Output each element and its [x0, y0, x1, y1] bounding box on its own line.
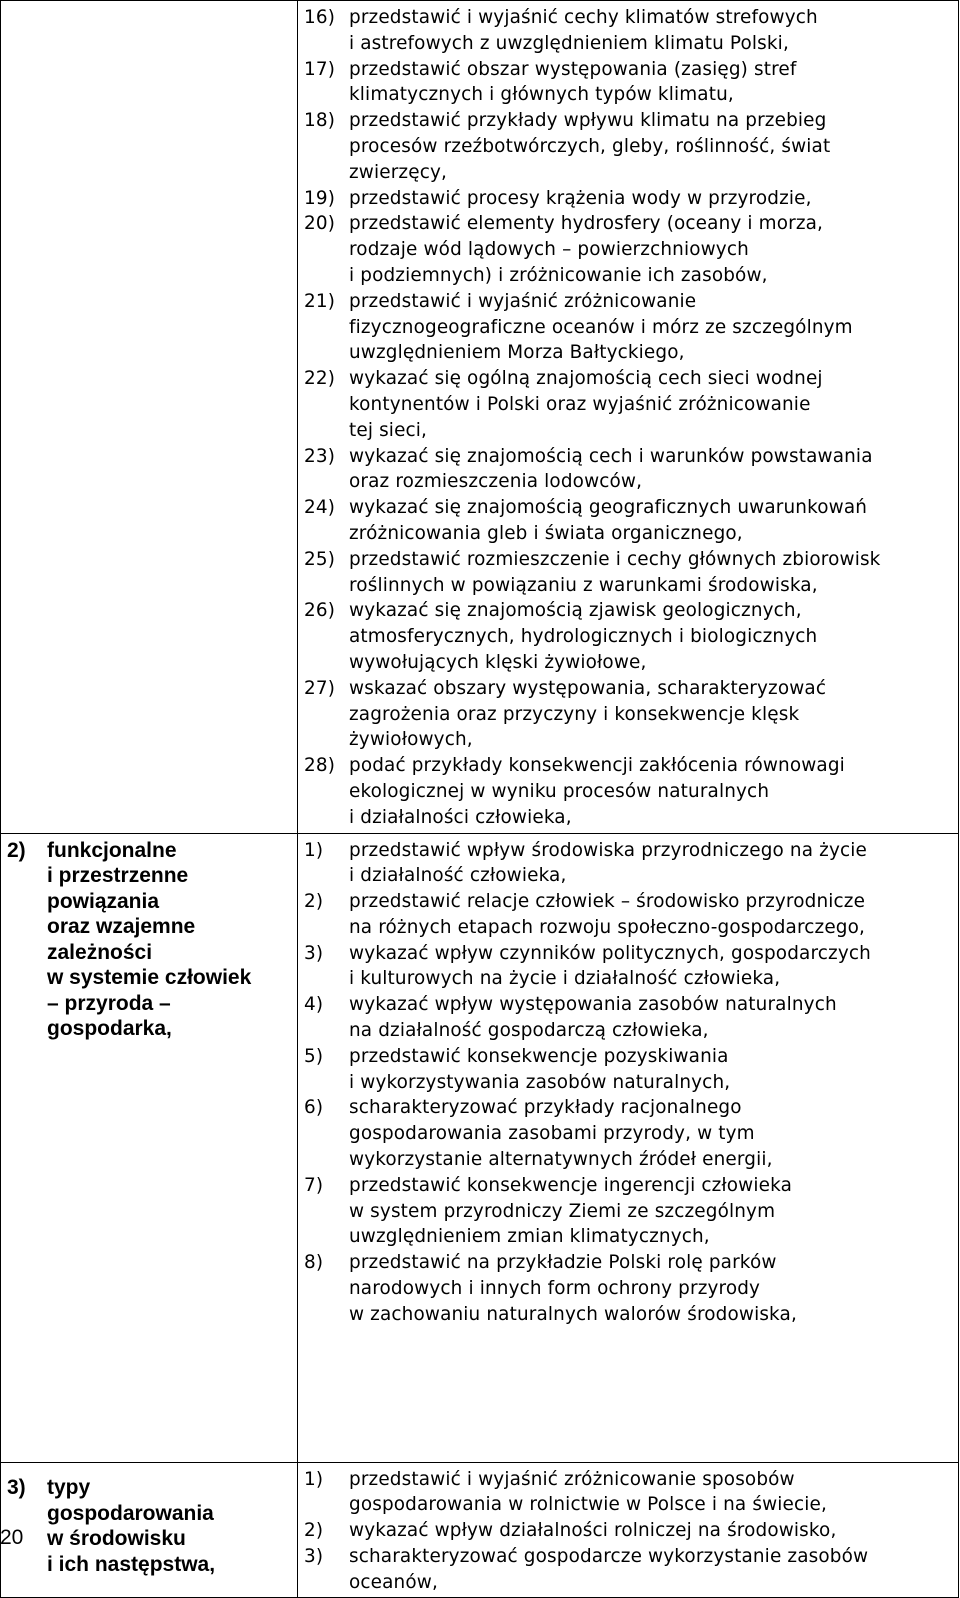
- list-item: [304, 444, 954, 496]
- list-item: [304, 598, 954, 675]
- item-text-line: żywiołowych,: [349, 729, 473, 751]
- item-number: 2): [304, 1520, 324, 1542]
- item-text: [349, 1544, 954, 1596]
- list-item: [304, 1544, 954, 1596]
- item-text-line: i podziemnych) i zróżnicowanie ich zasobów,: [349, 264, 768, 286]
- item-text-line: wykazać się znajomością zjawisk geologicznych,: [349, 600, 802, 622]
- item-text-line: przedstawić obszar występowania (zasięg) stref: [349, 58, 797, 80]
- item-text-line: gospodarowania zasobami przyrody, w tym: [349, 1123, 755, 1145]
- list-item: [304, 1044, 954, 1096]
- item-text-line: wywołujących klęski żywiołowe,: [349, 651, 647, 673]
- item-text-line: klimatycznych i głównych typów klimatu,: [349, 84, 734, 106]
- item-number: 27): [304, 677, 336, 699]
- item-number: 6): [304, 1097, 324, 1119]
- item-text: [349, 1518, 954, 1544]
- section-title-line: w środowisku: [47, 1527, 186, 1551]
- item-number: 3): [304, 1545, 324, 1567]
- item-number: 20): [304, 213, 336, 235]
- item-text-line: zwierzęcy,: [349, 161, 447, 183]
- item-text-line: przedstawić i wyjaśnić zróżnicowanie: [349, 290, 697, 312]
- item-number: 26): [304, 600, 336, 622]
- item-text-line: przedstawić rozmieszczenie i cechy głównych zbiorowisk: [349, 548, 881, 570]
- list-item: [304, 753, 954, 830]
- list-item: [304, 1518, 954, 1544]
- section-row: [1, 833, 959, 1462]
- section-title-line: powiązania: [47, 889, 160, 913]
- list-item: [304, 108, 954, 185]
- section-items-cell: [298, 833, 959, 1462]
- section-title: [1, 834, 297, 1462]
- item-text-line: przedstawić i wyjaśnić cechy klimatów strefowych: [349, 7, 818, 28]
- item-number: 1): [304, 1468, 324, 1490]
- list-item: [304, 289, 954, 366]
- item-text-line: przedstawić procesy krążenia wody w przyrodzie,: [349, 187, 812, 209]
- item-text-line: przedstawić konsekwencje ingerencji człowieka: [349, 1174, 792, 1196]
- section-title-text: typy: [47, 1476, 91, 1500]
- item-text-line: scharakteryzować gospodarcze wykorzystanie zasobów: [349, 1545, 869, 1567]
- item-text: [349, 108, 954, 185]
- item-text-line: w system przyrodniczy Ziemi ze szczególnym: [349, 1200, 776, 1222]
- list-item: [304, 547, 954, 599]
- section-title-line: gospodarka,: [47, 1017, 172, 1040]
- item-text: [349, 838, 954, 890]
- list-item: [304, 366, 954, 443]
- item-text-line: wykorzystanie alternatywnych źródeł energii,: [349, 1149, 773, 1171]
- item-text: [349, 5, 954, 57]
- item-text-line: przedstawić i wyjaśnić zróżnicowanie sposobów: [349, 1468, 795, 1490]
- section-title-line: gospodarowania: [47, 1501, 214, 1525]
- item-text-line: tej sieci,: [349, 419, 428, 441]
- item-text-line: podać przykłady konsekwencji zakłócenia równowagi: [349, 755, 845, 777]
- item-text: [349, 598, 954, 675]
- item-text-line: scharakteryzować przykłady racjonalnego: [349, 1097, 742, 1119]
- section-row: [1, 1, 959, 834]
- item-text-line: i astrefowych z uwzględnieniem klimatu Polski,: [349, 32, 789, 54]
- list-item: [304, 889, 954, 941]
- item-text-line: gospodarowania w rolnictwie w Polsce i na świecie,: [349, 1494, 827, 1516]
- section-title-line: i przestrzenne: [47, 864, 189, 887]
- list-item: [304, 992, 954, 1044]
- item-number: 1): [304, 839, 324, 861]
- list-item: [304, 1467, 954, 1519]
- list-item: [304, 495, 954, 547]
- item-text: [349, 941, 954, 993]
- section-title: [1, 1471, 297, 1597]
- item-text-line: przedstawić przykłady wpływu klimatu na przebieg: [349, 110, 827, 132]
- item-text-line: atmosferycznych, hydrologicznych i biologicznych: [349, 626, 818, 648]
- item-text-line: przedstawić wpływ środowiska przyrodniczego na życie: [349, 839, 867, 861]
- item-number: 4): [304, 994, 324, 1016]
- item-text: [349, 547, 954, 599]
- list-item: [304, 186, 954, 212]
- item-text: [349, 1467, 954, 1519]
- item-text-line: przedstawić elementy hydrosfery (oceany i morza,: [349, 213, 824, 235]
- section-title-cell: [1, 1, 298, 834]
- item-number: 17): [304, 58, 336, 80]
- section-title-line: [7, 838, 293, 864]
- section-items-cell: [298, 1462, 959, 1598]
- item-number: 2): [304, 891, 324, 913]
- item-text: [349, 366, 954, 443]
- item-number: 16): [304, 7, 336, 28]
- item-text-line: uwzględnieniem zmian klimatycznych,: [349, 1226, 710, 1248]
- item-text-line: wykazać się znajomością geograficznych uwarunkowań: [349, 497, 868, 519]
- item-text-line: wskazać obszary występowania, scharakteryzować: [349, 677, 827, 699]
- item-text: [349, 1095, 954, 1172]
- item-text: [349, 889, 954, 941]
- section-number: 3): [7, 1476, 26, 1500]
- item-number: 22): [304, 368, 336, 390]
- item-text-line: narodowych i innych form ochrony przyrody: [349, 1278, 761, 1300]
- list-item: [304, 941, 954, 993]
- item-text-line: przedstawić konsekwencje pozyskiwania: [349, 1045, 729, 1067]
- item-text-line: wykazać się ogólną znajomością cech sieci wodnej: [349, 368, 823, 390]
- item-text-line: oraz rozmieszczenia lodowców,: [349, 471, 643, 493]
- section-title-line: – przyroda –: [47, 991, 171, 1015]
- item-text-line: zróżnicowania gleb i świata organicznego,: [349, 522, 743, 544]
- item-text-line: i działalność człowieka,: [349, 865, 567, 887]
- item-text: [349, 186, 954, 212]
- section-title-line: zależności: [47, 940, 153, 964]
- list-item: [304, 676, 954, 753]
- item-list: [298, 1463, 958, 1598]
- item-text-line: na różnych etapach rozwoju społeczno-gospodarczego,: [349, 916, 866, 938]
- item-text-line: roślinnych w powiązaniu z warunkami środowiska,: [349, 574, 818, 596]
- section-row: [1, 1462, 959, 1598]
- list-item: [304, 5, 954, 57]
- section-title-line: i ich następstwa,: [47, 1552, 216, 1576]
- section-title-cell: [1, 833, 298, 1462]
- page-number: 20: [0, 1526, 24, 1549]
- item-text: [349, 1250, 954, 1327]
- list-item: [304, 211, 954, 288]
- section-title-text: funkcjonalne: [47, 838, 177, 862]
- section-title-line: oraz wzajemne: [47, 915, 196, 938]
- list-item: [304, 57, 954, 109]
- section-title-cell: [1, 1462, 298, 1598]
- item-text-line: ekologicznej w wyniku procesów naturalnych: [349, 780, 770, 802]
- item-text: [349, 992, 954, 1044]
- list-item: [304, 838, 954, 890]
- item-number: 18): [304, 110, 336, 132]
- item-text: [349, 289, 954, 366]
- item-text-line: przedstawić relacje człowiek – środowisko przyrodnicze: [349, 891, 866, 913]
- item-list: [298, 1, 958, 833]
- item-text: [349, 676, 954, 753]
- item-text-line: zagrożenia oraz przyczyny i konsekwencje klęsk: [349, 703, 800, 725]
- item-text: [349, 57, 954, 109]
- item-text-line: oceanów,: [349, 1571, 438, 1593]
- item-text-line: przedstawić na przykładzie Polski rolę parków: [349, 1252, 777, 1274]
- item-number: 23): [304, 445, 336, 467]
- list-item: [304, 1250, 954, 1327]
- item-text: [349, 1044, 954, 1096]
- item-number: 24): [304, 497, 336, 519]
- item-text-line: i działalności człowieka,: [349, 806, 572, 828]
- item-text-line: wykazać się znajomością cech i warunków powstawania: [349, 445, 873, 467]
- item-text: [349, 753, 954, 830]
- section-number: 2): [7, 838, 26, 862]
- item-number: 19): [304, 187, 336, 209]
- item-number: 21): [304, 290, 336, 312]
- item-list: [298, 834, 958, 1330]
- item-text-line: procesów rzeźbotwórczych, gleby, roślinność, świat: [349, 135, 831, 157]
- item-text: [349, 495, 954, 547]
- item-text-line: wykazać wpływ działalności rolniczej na środowisko,: [349, 1520, 837, 1542]
- item-text-line: na działalność gospodarczą człowieka,: [349, 1020, 709, 1042]
- item-text-line: uwzględnieniem Morza Bałtyckiego,: [349, 342, 685, 364]
- item-text: [349, 1173, 954, 1250]
- item-text-line: fizycznogeograficzne oceanów i mórz ze szczególnym: [349, 316, 853, 338]
- item-text-line: wykazać wpływ występowania zasobów naturalnych: [349, 994, 837, 1016]
- item-text-line: i kulturowych na życie i działalność człowieka,: [349, 968, 781, 990]
- item-text-line: w zachowaniu naturalnych walorów środowiska,: [349, 1303, 797, 1325]
- item-text-line: kontynentów i Polski oraz wyjaśnić zróżnicowanie: [349, 393, 811, 415]
- section-items-cell: [298, 1, 959, 834]
- item-number: 25): [304, 548, 336, 570]
- item-text: [349, 211, 954, 288]
- item-number: 7): [304, 1174, 324, 1196]
- section-title-line: w systemie człowiek: [47, 966, 252, 989]
- item-number: 3): [304, 942, 324, 964]
- section-title-line: [7, 1475, 293, 1501]
- list-item: [304, 1173, 954, 1250]
- item-number: 8): [304, 1252, 324, 1274]
- item-text: [349, 444, 954, 496]
- item-number: 5): [304, 1045, 324, 1067]
- item-text-line: i wykorzystywania zasobów naturalnych,: [349, 1071, 731, 1093]
- item-text-line: wykazać wpływ czynników politycznych, gospodarczych: [349, 942, 871, 964]
- item-text-line: rodzaje wód lądowych – powierzchniowych: [349, 239, 749, 261]
- item-number: 28): [304, 755, 336, 777]
- list-item: [304, 1095, 954, 1172]
